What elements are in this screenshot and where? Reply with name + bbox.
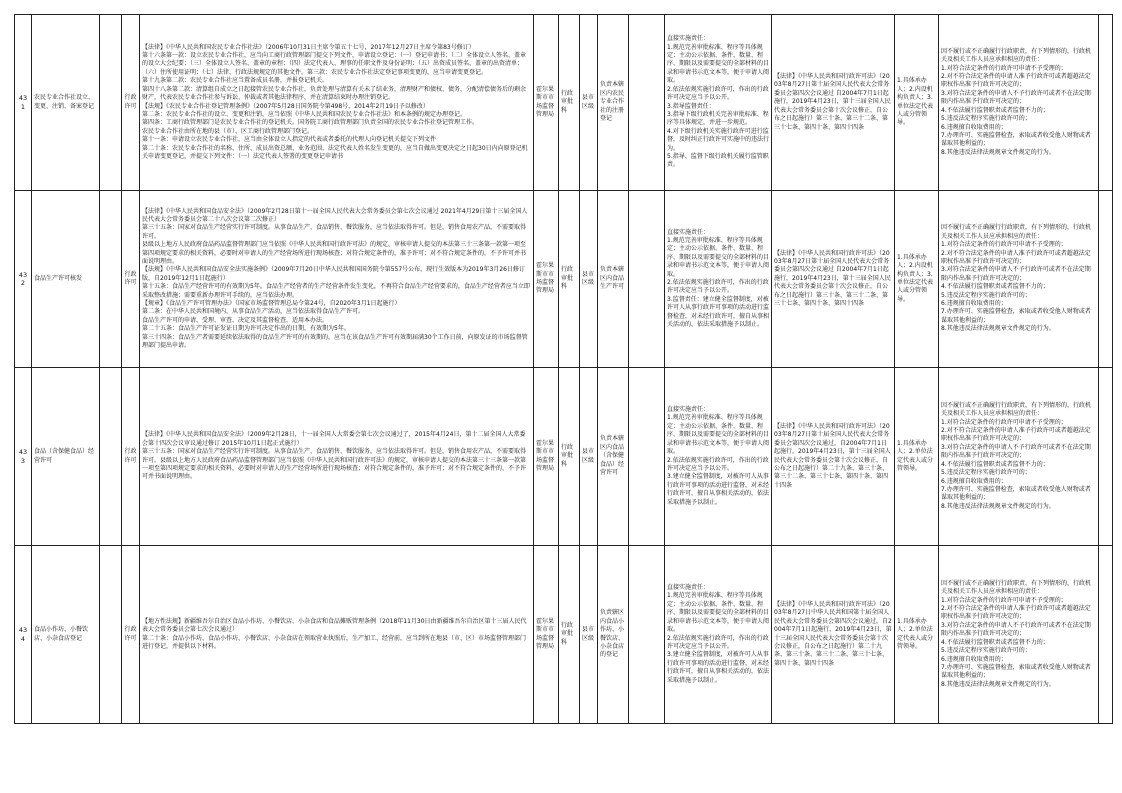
responsibility-note-cell [629, 368, 665, 546]
duty-content-line: 直接实施责任： [667, 406, 710, 414]
responsible-subject: 1.具体承办人；2.内设机构负责人；3.单位法定代表人或分管领导。 [895, 15, 939, 191]
legal-basis [140, 546, 534, 724]
accountability-circumstances-line: 6.违规擅自收取费用的； [941, 477, 1007, 485]
table-row [15, 368, 1113, 546]
duty-content-line: 3.建立健全监督制度，对被许可人从事行政许可事项的活动进行监督，对未经行政许可，擅自从事相关活动的，依法采取措施予以制止。 [667, 651, 770, 684]
responsibility-basis: 【法律】《中华人民共和国行政许可法》（2003年8月27日第十届全国人民代表大会常务委员会第四次会议通过 自2004年7月1日起施行，2019年4月23日，第十三届全国人民代表大会常务委员会第十次会议修正，自公布之日起施行）第三十条、第三十二条、第三十七条、第四十条、第四十四条 [772, 15, 895, 191]
responsible-subject: 1.具体承办人；2.内设机构负责人；3.单位法定代表人或分管领导。 [895, 191, 939, 368]
remarks-cell [1099, 15, 1113, 191]
duty-content-line: 4.对下级行政机关实施行政许可进行监督，及时纠正行政许可实施中的违法行为。 [667, 127, 770, 152]
accountability-circumstances-line: 因不履行或不正确履行行政职责，有下列情形的，行政机关及相关工作人员应承担相应的责任： [941, 47, 1092, 64]
duty-content [665, 368, 772, 546]
legal-basis-line: 县级以上地方人民政府食品药品监督管理部门应当依照《中华人民共和国行政许可法》的规定，审核申请人提交的本法第三十三条第一款第一项至第四项规定要求的相关资料，必要时对申请人的生产经营场所进行现场核查；对符合规定条件的，准予许可；对不符合规定条件的，不予许可并书面说明理由。 [142, 241, 527, 265]
accountability-circumstances-line: 7.办理许可、实施监督检查，索取或者收受他人财物或者谋取其他利益的； [941, 131, 1091, 148]
responsible-office: 行政审批科 [559, 368, 580, 546]
duty-content [665, 15, 772, 191]
duty-content-line: 1.规范完善审批标准、程序等具体规定；主动公示依据、条件、数量、程序、期限以及需要提交的全部材料的目录和申请书示范文本等，便于申请人阅取。 [667, 414, 770, 456]
accountability-circumstances-line: 2.对不符合法定条件的申请人准予行政许可或者超越法定职权作出准予行政许可决定的； [941, 249, 1091, 265]
duty-content-line: 3.建立健全监督制度，对被许可人从事行政许可事项的活动进行监督，对未经行政许可，擅自从事相关活动的，依法采取措施予以制止。 [667, 473, 770, 506]
remarks-cell [1099, 368, 1113, 546]
legal-basis-line: 【法律】《中华人民共和国食品安全法》（2009年2月28日第十一届全国人民代表大会常务委员会第七次会议通过 2021年4月29日第十三届全国人民代表大会常务委员会第二十八次会议第二次修正） [142, 207, 528, 223]
row-number: 432 [15, 191, 32, 368]
remarks-cell [1099, 546, 1113, 724]
accountability-circumstances-line: 因不履行或不正确履行行政职责，有下列情形的，行政机关及相关工作人员应承担相应的责任： [941, 224, 1092, 240]
item-category: 行政许可 [122, 191, 140, 368]
legal-basis-line: 第三十四条：食品生产者需要延续依法取得的食品生产许可的有效期的，应当在该食品生产许可有效期届满30个工作日前，向原发证的市场监督管理部门提出申请。 [142, 333, 528, 350]
table-row [15, 546, 1113, 724]
responsible-office: 行政审批科 [559, 191, 580, 368]
duty-content-line: 1.规范完善审批标准、程序等具体规定；主动公示依据、条件、数量、程序、期限以及需要提交的全部材料的目录和申请书示范文本等，便于申请人阅取。 [667, 43, 770, 85]
implementing-department: 霍尔果斯市市场监督管理局 [534, 368, 559, 546]
sub-item-cell [100, 546, 122, 724]
responsible-office: 行政审批科 [559, 15, 580, 191]
item-category: 行政许可 [122, 368, 140, 546]
duty-content-line: 2.依法依规实施行政许可，作出的行政许可决定应当予以公开。 [667, 634, 769, 650]
legal-basis [140, 15, 534, 191]
legal-basis-line: 第二十条：食品小作坊、食品小作坊、小餐饮店、小杂食店在领取营业执照后，生产加工、经营前，应当到所在地县（市、区）市场监督管理部门进行登记，并提供以下材料。 [142, 634, 527, 650]
accountability-circumstances-line: 1.对符合法定条件的行政许可申请不予受理的； [941, 596, 1067, 604]
accountability-circumstances-line: 4.不依法履行监督职责或者监督不力的； [941, 638, 1049, 646]
accountability-circumstances-line: 8.其他违反法律法规规章文件规定的行为。 [941, 502, 1055, 510]
scope-of-authority: 负责本辖区内农民专业合作社的注册登记 [598, 15, 629, 191]
legal-basis-line: 【法律】《中华人民共和国食品安全法》（2009年2月28日，十一届全国人大常委会第七次会议通过了，2015年4月24日，第十二届全国人大常委会第十四次会议审议通过修订 2015年10月1日起正式施行） [142, 431, 526, 447]
exercise-level: 县市区级 [580, 191, 598, 368]
accountability-circumstances-line: 8.其他违反法律法规规章文件规定的行为。 [941, 325, 1055, 333]
legal-basis [140, 368, 534, 546]
legal-basis-line: 【法律】《中华人民共和国农民专业合作社法》（2006年10月31日主席令第五十七号，2017年12月27日主席令第83号修订） [142, 43, 475, 51]
legal-basis-line: 【地方性法规】新疆维吾尔自治区食品小作坊、小餐饮店、小杂食店和食品摊贩管理条例（2018年11月30日由新疆维吾尔自治区第十三届人民代表大会常务委员会第七次会议通过） [142, 617, 527, 634]
accountability-circumstances-line: 6.违规擅自收取费用的； [941, 123, 1007, 131]
accountability-circumstances-line: 5.违反法定程序实施行政许可的； [941, 115, 1031, 123]
row-number: 434 [15, 546, 32, 724]
legal-basis-line: 【法规】《农民专业合作社登记管理条例》（2007年5月28日国务院令第498号，2014年2月19日予以修改） [142, 102, 429, 110]
accountability-circumstances-line: 5.违反法定程序实施行政许可的； [941, 469, 1031, 477]
legal-basis-line: 第十一条：申请设立农民专业合作社，应当由全体设立人指定的代表或者委托的代理人向登记机关提交下列文件 [142, 136, 437, 144]
duty-content-line: 3.指导监督责任： [667, 102, 715, 110]
exercise-level: 县市区级 [580, 368, 598, 546]
legal-basis-line: 第二十五条：食品生产许可证发证日期为许可决定作出的日期，有效期为5年。 [142, 325, 350, 333]
power-list-table [14, 14, 1113, 724]
implementing-department: 霍尔果斯市市场监督管理局 [534, 15, 559, 191]
row-number: 433 [15, 368, 32, 546]
sub-item-cell [100, 368, 122, 546]
scope-of-authority: 负责本辖区内食品生产许可 [598, 191, 629, 368]
row-number: 431 [15, 15, 32, 191]
implementing-department: 霍尔果斯市市场监督管理局 [534, 546, 559, 724]
accountability-circumstances-line: 3.对符合法定条件的申请人不予行政许可或者不在法定期限内作出准予行政许可决定的； [941, 621, 1091, 638]
duty-content-line: 2.依法依规实施行政许可，作出的行政许可决定应当予以公开。 [667, 279, 769, 295]
sub-item-cell [100, 15, 122, 191]
legal-basis-line: 第十九条第二款：农民专业合作社应当置备成员名册，并报登记机关。 [142, 77, 329, 85]
accountability-circumstances-line: 6.违规擅自收取费用的； [941, 300, 1007, 308]
item-category: 行政许可 [122, 546, 140, 724]
duty-content-line: 2.依法依规实施行政许可，作出的行政许可决定应当予以公开。 [667, 456, 769, 472]
item-name: 农民专业合作社设立、变更、注销、备案登记 [32, 15, 100, 191]
exercise-level: 县市区级 [580, 546, 598, 724]
scope-of-authority: 负责本辖区内食品（含保健食品）经营许可 [598, 368, 629, 546]
duty-content-line: 1.规范完善审批标准、程序等具体规定；主动公示依据、条件、数量、程序、期限以及需要提交的全部材料的目录和申请书示范文本等，便于申请人阅取。 [667, 236, 770, 278]
responsibility-basis: 【法律】《中华人民共和国行政许可法》（2003年8月27日中华人民共和国第十届全国人民代表大会常务委员会第四次会议通过，自2004年7月1日起施行，2019年4月23日，第十三届全国人民代表大会常务委员会第十次会议修正，自公布之日起施行）第二十九条、第三十条、第三十二条、第三十七条、第四十条、第四十四条 [772, 546, 895, 724]
table-body [15, 15, 1113, 724]
accountability-circumstances-line: 5.违反法定程序实施行政许可的； [941, 647, 1031, 655]
responsibility-basis: 【法律】《中华人民共和国行政许可法》（2003年8月27日第十届全国人民代表大会常务委员会第四次会议通过 自2004年7月1日起施行，2019年4月23日，第十三届全国人民代表大会常务委员会第十次会议修正，自公布之日起施行）第三十条、第三十二条、第三十七条、第四十条、第四十四条 [772, 191, 895, 368]
remarks-cell [1099, 191, 1113, 368]
accountability-circumstances-line: 2.对不符合法定条件的申请人准予行政许可或者超越法定职权作出准予行政许可决定的； [941, 605, 1091, 621]
item-name: 食品生产许可核发 [32, 191, 100, 368]
table-row [15, 15, 1113, 191]
legal-basis-line: 【法规】《中华人民共和国食品安全法实施条例》（2009年7月20日中华人民共和国国务院令第557号公布，现行生效版本为2019年3月26日修订版，自2019年12月1日起施行） [142, 266, 525, 282]
responsibility-note-cell [629, 546, 665, 724]
responsible-subject: 1.具体承办人；2.单位法定代表人或分管领导。 [895, 368, 939, 546]
accountability-circumstances-line: 4.不依法履行监督职责或者监督不力的； [941, 283, 1049, 291]
legal-basis [140, 191, 534, 368]
legal-basis-line: 第三十五条：国家对食品生产经营实行许可制度。从事食品生产、食品销售、餐饮服务，应当依法取得许可。但是，销售食用农产品，不需要取得许可。 [142, 224, 527, 240]
sub-item-cell [100, 191, 122, 368]
legal-basis-line: 第二条：在中华人民共和国境内，从事食品生产活动，应当依法取得食品生产许可。 [142, 308, 365, 316]
accountability-circumstances-line: 4.不依法履行监督职责或者监督不力的； [941, 106, 1049, 114]
accountability-circumstances-line: 4.不依法履行监督职责或者监督不力的； [941, 460, 1049, 468]
accountability-circumstances-line: 因不履行或不正确履行行政职责，有下列情形的，行政机关及相关工作人员应承担相应的责任： [941, 579, 1092, 596]
legal-basis-line: 第四十八条第二款：清算组自成立之日起接管农民专业合作社，负责处理与清算有关未了结业务，清理财产和债权、债务，分配清偿债务后的剩余财产，代表农民专业合作社参与诉讼、仲裁或者其他法律程序，并在清算结束时办理注销登记。 [142, 85, 527, 102]
duty-content-line: 3.监督责任：建立健全监督制度，对被许可人从事行政许可事项的活动进行监督检查，对未经行政许可，擅自从事相关活动的，依法采取措施予以制止。 [667, 295, 770, 329]
legal-basis-line: 【规章】《食品生产许可管理办法》（国家市场监督管理总局令第24号，自2020年3月1日起施行） [142, 300, 401, 308]
accountability-circumstances [939, 15, 1099, 191]
legal-basis-line: 第四条：工商行政管理部门是农民专业合作社的登记机关。国务院工商行政管理部门负责全国的农民专业合作社登记管理工作。 [142, 119, 479, 127]
accountability-circumstances-line: 3.对符合法定条件的申请人不予行政许可或者不在法定期限内作出准予行政许可决定的； [941, 443, 1091, 460]
duty-content [665, 191, 772, 368]
legal-basis-line: 食品生产许可的申请、受理、审查、决定及其监督检查，适用本办法。 [142, 316, 329, 324]
accountability-circumstances [939, 546, 1099, 724]
scope-of-authority: 负责辖区内食品小作坊、小餐饮店、小杂食店的登记 [598, 546, 629, 724]
accountability-circumstances-line: 3.对符合法定条件的申请人不予行政许可或者不在法定期限内作出准予行政许可决定的； [941, 89, 1091, 106]
accountability-circumstances-line: 1.对符合法定条件的行政许可申请不予受理的； [941, 64, 1067, 72]
responsibility-note-cell [629, 15, 665, 191]
responsibility-basis: 【法律】《中华人民共和国行政许可法》（2003年8月27日第十届全国人民代表大会常务委员会第四次会议通过，自2004年7月1日起施行，2019年4月23日，第十三届全国人民代表大会常务委员会第十次会议修正，自公布之日起施行）第二十九条、第三十条、第三十二条、第三十七条、第四十条、第四十四条 [772, 368, 895, 546]
responsible-subject: 1.具体承办人；2.单位法定代表人或分管领导。 [895, 546, 939, 724]
legal-basis-line: 第十五条：食品生产经营许可的有效期为5年。食品生产经营者的生产经营条件发生变化，不再符合食品生产经营要求的，食品生产经营者应当立即采取整改措施；需要重新办理许可手续的，应当依法办理。 [142, 283, 530, 299]
item-name: 食品小作坊、小餐饮店、小杂食店登记 [32, 546, 100, 724]
duty-content-line: 直接实施责任： [667, 228, 710, 236]
duty-content-line: 1.规范完善审批标准、程序等具体规定；主动公示依据、条件、数量、程序、期限以及需要提交的全部材料的目录和申请书示范文本等，便于申请人阅取。 [667, 592, 770, 634]
accountability-circumstances-line: 1.对符合法定条件的行政许可申请不予受理的； [941, 241, 1067, 249]
item-category: 行政许可 [122, 15, 140, 191]
document-page [14, 14, 1108, 724]
item-name: 食品（含保健食品）经营许可 [32, 368, 100, 546]
legal-basis-line: 第三十五条：国家对食品生产经营实行许可制度。从事食品生产、食品销售、餐饮服务，应当依法取得许可。但是，销售食用农产品，不需要取得许可。县级以上地方人民政府食品药品监督管理部门应当依照《中华人民共和国行政许可法》的规定，审核申请人提交的本法第三十三条第一款第一项至第四项规定要求的相关资料，必要时对申请人的生产经营场所进行现场核查；对符合规定条件的，准予许可；对不符合规定条件的，不予许可并书面说明理由。 [142, 448, 527, 481]
responsibility-note-cell [629, 191, 665, 368]
legal-basis-line: 农民专业合作社由所在地的县（市）、区工商行政管理部门登记。 [142, 127, 314, 135]
exercise-level: 县市区级 [580, 15, 598, 191]
duty-content-line: 3.指导下级行政机关完善审批标准、程序等具体规定，并进一步规范。 [667, 110, 769, 127]
accountability-circumstances-line: 3.对符合法定条件的申请人不予行政许可或者不在法定期限内作出准予行政许可决定的； [941, 266, 1091, 282]
accountability-circumstances-line: 2.对不符合法定条件的申请人准予行政许可或者超越法定职权作出准予行政许可决定的； [941, 73, 1091, 89]
duty-content [665, 546, 772, 724]
legal-basis-line: 第二十条：农民专业合作社的名称、住所、成员出资总额、业务范围、法定代表人姓名发生变更的，应当自做出变更决定之日起30日内向原登记机关申请变更登记，并提交下列文件：（一）法定代表人签署的变更登记申请书 [142, 144, 528, 160]
accountability-circumstances [939, 191, 1099, 368]
accountability-circumstances-line: 7.办理许可、实施监督检查，索取或者收受他人财物或者谋取其他利益的； [941, 663, 1091, 680]
responsible-office: 行政审批科 [559, 546, 580, 724]
accountability-circumstances-line: 8.其他违反法律法规规章文件规定的行为。 [941, 148, 1055, 156]
duty-content-line: 直接实施责任： [667, 584, 710, 592]
legal-basis-line: 第十六条第一款：设立农民专业合作社，应当向工商行政管理部门提交下列文件，申请设立登记：（一）登记申请书；（二）全体设立人签名、盖章的设立大会纪要；（三）全体设立人签名、盖章的章程；（四）法定代表人、理事的任职文件及身份证明；（五）出资成员签名、盖章的出资清单；（六）住所使用证明；（七）法律、行政法规规定的其他文件。第三款：农民专业合作社法定登记事项变更的，应当申请变更登记。 [142, 52, 527, 76]
duty-content-line: 2.依法依规实施行政许可，作出的行政许可决定应当予以公开。 [667, 85, 769, 102]
legal-basis-line: 第二条：农民专业合作社的设立、变更和注销，应当依照《中华人民共和国农民专业合作社法》和本条例的规定办理登记。 [142, 110, 467, 118]
accountability-circumstances-line: 8.其他违反法律法规规章文件规定的行为。 [941, 680, 1055, 688]
accountability-circumstances [939, 368, 1099, 546]
table-row [15, 191, 1113, 368]
accountability-circumstances-line: 因不履行或不正确履行行政职责，有下列情形的，行政机关及相关工作人员应承担相应的责任： [941, 401, 1092, 418]
duty-content-line: 直接实施责任： [667, 35, 710, 43]
accountability-circumstances-line: 6.违规擅自收取费用的； [941, 655, 1007, 663]
accountability-circumstances-line: 7.办理许可、实施监督检查，索取或者收受他人财物或者谋取其他利益的； [941, 308, 1091, 324]
accountability-circumstances-line: 1.对符合法定条件的行政许可申请不予受理的； [941, 418, 1067, 426]
implementing-department: 霍尔果斯市市场监督管理局 [534, 191, 559, 368]
accountability-circumstances-line: 2.对不符合法定条件的申请人准予行政许可或者超越法定职权作出准予行政许可决定的； [941, 427, 1091, 443]
accountability-circumstances-line: 7.办理许可、实施监督检查，索取或者收受他人财物或者谋取其他利益的； [941, 485, 1091, 502]
accountability-circumstances-line: 5.违反法定程序实施行政许可的； [941, 291, 1031, 299]
duty-content-line: 5.指导、监督下级行政机关履行监管职责。 [667, 152, 769, 169]
